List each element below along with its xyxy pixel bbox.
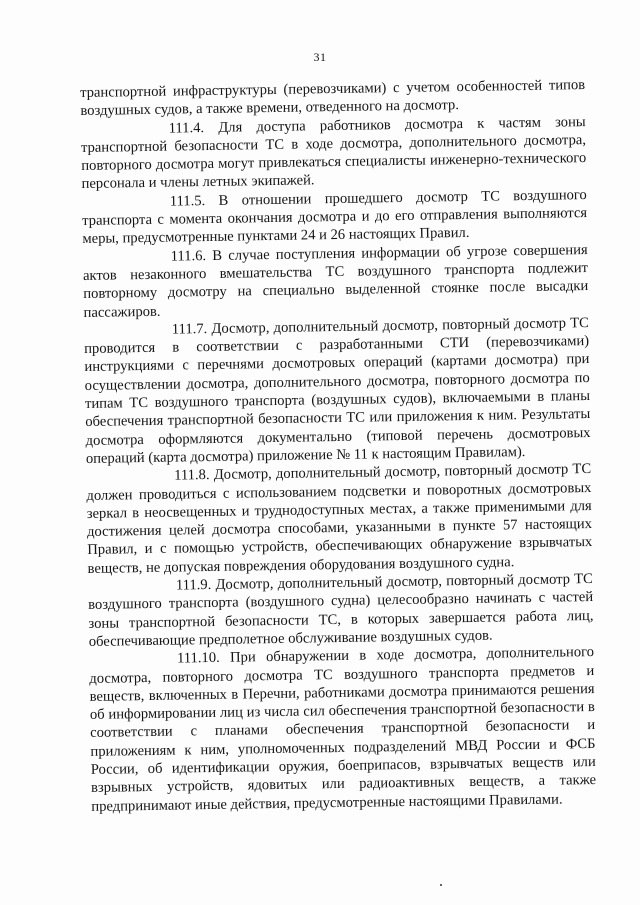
paragraph-111-5 [82,186,588,249]
paragraph-number: 111.9. [175,577,212,594]
paragraph-text: транспортной инфраструктуры (перевозчиками) с учетом особенностей типов воздушных судов, а также времени, отведенного на досмотр. [80,77,586,120]
document-body [80,76,596,816]
paragraph-text: В случае поступления информации об угрозе совершения актов незаконного вмешательства ТС воздушного транспорта подлежит повторному досмотру на специально выделенной стоянке после высадки пассажиров. [82,241,589,321]
paragraph-111-7 [84,314,591,468]
paragraph-number: 111.10. [176,650,220,667]
paragraph-111-8 [86,460,593,578]
paragraph-text: В отношении прошедшего досмотр ТС воздушного транспорта с момента окончания досмотра и до его отправления выполняются меры, предусмотренные пунктами 24 и 26 настоящих Правил. [82,186,588,248]
paragraph-text: Досмотр, дополнительный досмотр, повторный досмотр ТС должен проводиться с использованием подсветки и поворотных досмотровых зеркал в неосвещенных и труднодоступных местах, а также применимыми для достижения целей досмотра способами, указанными в пункте 57 настоящих Правил, и с помощью устройств, обеспечивающих обнаружение взрывчатых веществ, не допуская повреждения оборудования воздушного судна. [86,461,593,577]
scan-speck [440,884,442,886]
paragraph-111-10 [89,643,597,816]
paragraph-text: При обнаружении в ходе досмотра, дополнительного досмотра, повторного досмотра ТС воздушного транспорта предметов и веществ, включенных в Перечни, работниками досмотра принимаются решения об информировании лиц из числа сил обеспечения транспортной безопасности в соответствии с планами обеспечения транспортной безопасности и приложениям к ним, уполномоченных подразделений МВД России и ФСБ России, об идентификации оружия, боеприпасов, взрывчатых веществ или взрывных устройств, ядовитых или радиоактивных веществ, а также предпринимают иные действия, предусмотренные настоящими Правилами. [89,644,597,815]
paragraph-text: Досмотр, дополнительный досмотр, повторный досмотр ТС проводится в соответствии с разработанными СТИ (перевозчиками) инструкциями с перечнями досмотровых операций (картами досмотра) при осуществлении досмотра, дополнительного досмотра, повторного досмотра по типам ТС воздушного транспорта (воздушных судов), включаемыми в планы обеспечения транспортной безопасности ТС или приложения к ним. Результаты досмотра оформляются документально (типовой перечень досмотровых операций (карта досмотра) приложение № 11 к настоящим Правилам). [84,314,591,467]
paragraph-number: 111.4. [168,119,205,137]
paragraph-111-4 [81,113,587,194]
paragraph-111-9 [88,570,594,651]
page-number: 31 [313,50,327,64]
paragraph-111-6 [83,241,589,322]
paragraph-number: 111.5. [169,192,206,210]
paragraph-text: Досмотр, дополнительный досмотр, повторный досмотр ТС воздушного транспорта (воздушного судна) целесообразно начинать с частей зоны транспортной безопасности ТС, в которых завершается работа лиц, обеспечивающие предполетное обслуживание воздушных судов. [88,571,594,650]
paragraph-number: 111.8. [174,467,210,484]
paragraph-number: 111.6. [170,247,207,265]
paragraph-text: Для доступа работников досмотра к частям зоны транспортной безопасности ТС в ходе досмотра, дополнительного досмотра, повторного досмотра могут привлекаться специалисты инженерно-технического персонала и члены летных экипажей. [80,113,587,193]
paragraph-number: 111.7. [171,320,208,338]
